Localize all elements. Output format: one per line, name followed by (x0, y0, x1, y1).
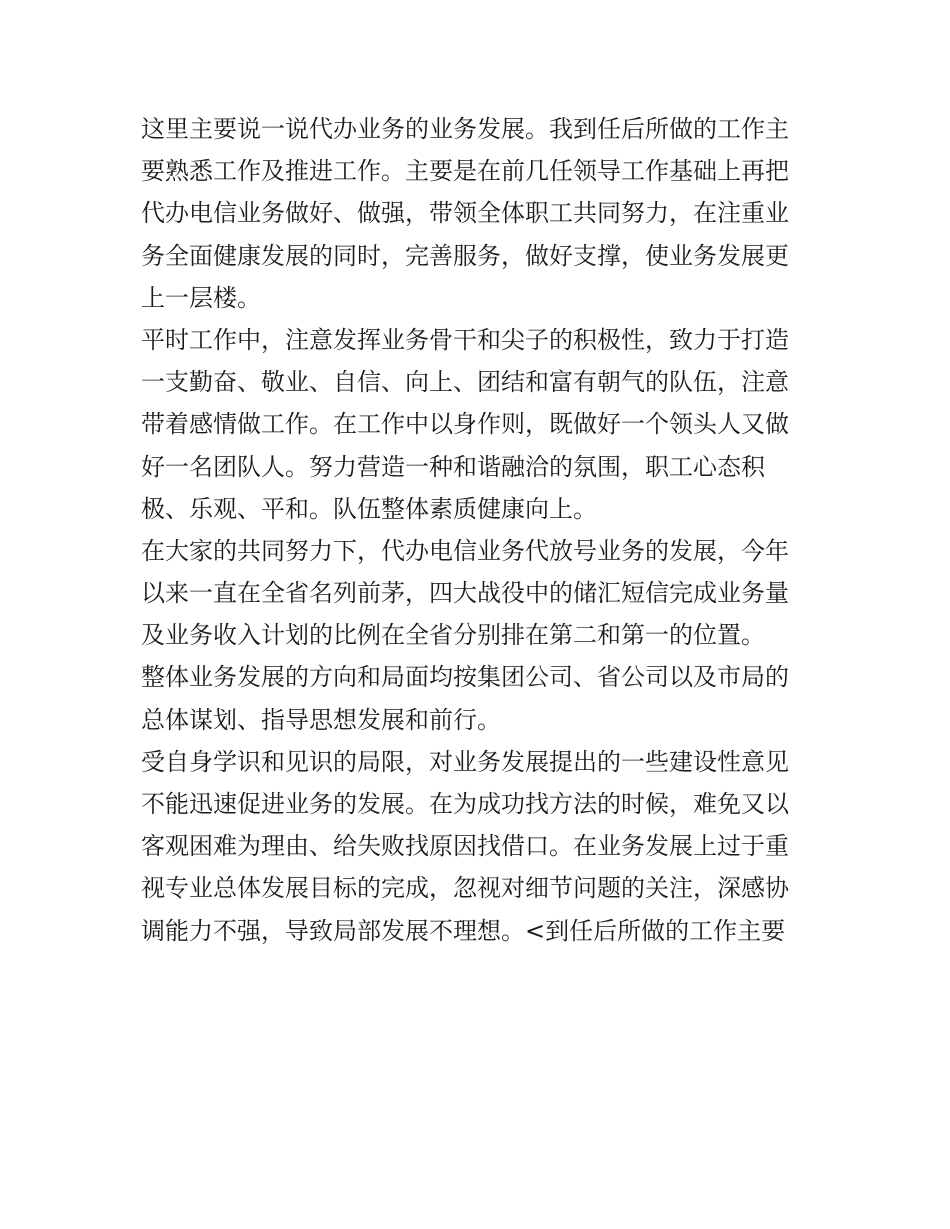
text-line: 总体谋划、指导思想发展和前行。 (141, 705, 501, 734)
text-line: 受自身学识和见识的局限，对业务发展提出的一些建设性意见 (141, 747, 789, 776)
text-line: 带着感情做工作。在工作中以身作则，既做好一个领头人又做 (141, 410, 789, 439)
text-line: 一支勤奋、敬业、自信、向上、团结和富有朝气的队伍，注意 (141, 368, 789, 397)
text-line: 务全面健康发展的同时，完善服务，做好支撑，使业务发展更 (141, 241, 789, 270)
text-line: 上一层楼。 (141, 283, 261, 312)
text-line: 代办电信业务做好、做强，带领全体职工共同努力，在注重业 (141, 199, 789, 228)
text-line: 视专业总体发展目标的完成，忽视对细节问题的关注，深感协 (141, 874, 789, 903)
text-line: 以来一直在全省名列前茅，四大战役中的储汇短信完成业务量 (141, 579, 789, 608)
text-line: 平时工作中，注意发挥业务骨干和尖子的积极性，致力于打造 (141, 325, 789, 354)
text-line: 这里主要说一说代办业务的业务发展。我到任后所做的工作主 (141, 115, 789, 143)
text-line: 不能迅速促进业务的发展。在为成功找方法的时候，难免又以 (141, 790, 789, 818)
text-line: 极、乐观、平和。队伍整体素质健康向上。 (141, 494, 597, 523)
text-line: 及业务收入计划的比例在全省分别排在第二和第一的位置。 (141, 621, 765, 650)
document-page (141, 108, 821, 952)
text-line: 好一名团队人。努力营造一种和谐融洽的氛围，职工心态积 (141, 452, 765, 481)
text-line: 整体业务发展的方向和局面均按集团公司、省公司以及市局的 (141, 663, 789, 692)
text-line: 要熟悉工作及推进工作。主要是在前几任领导工作基础上再把 (141, 157, 789, 186)
text-line: 客观困难为理由、给失败找原因找借口。在业务发展上过于重 (141, 832, 789, 861)
text-line: 调能力不强，导致局部发展不理想。<到任后所做的工作主要 (141, 916, 786, 945)
text-line: 在大家的共同努力下，代办电信业务代放号业务的发展，今年 (141, 536, 789, 565)
